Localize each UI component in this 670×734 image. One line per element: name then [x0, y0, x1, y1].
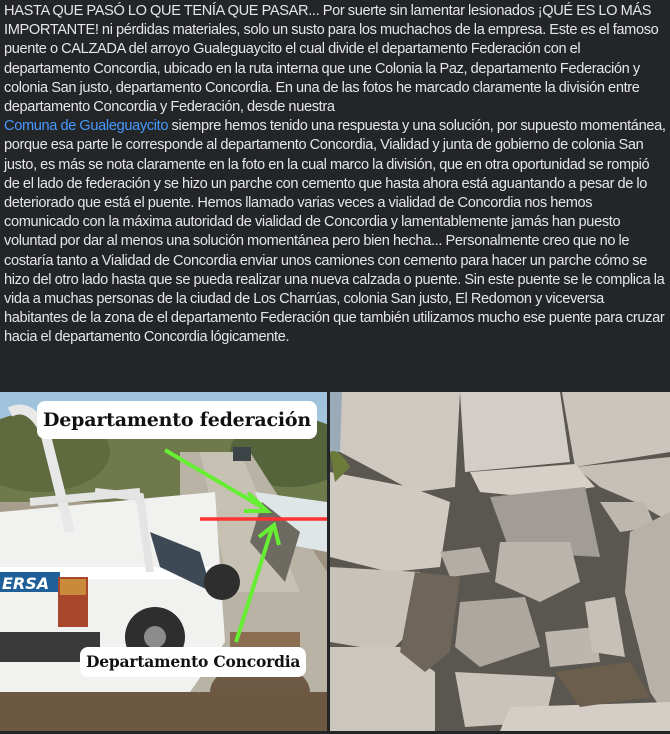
- label-departamento-federacion: Departamento federación: [37, 401, 317, 439]
- post-text-part-1: HASTA QUE PASÓ LO QUE TENÍA QUE PASAR... Por suerte sin lamentar lesionados ¡QUÉ ES LO MÁS IMPORTANTE! ni pérdidas materiales, solo un susto para los muchachos de la empresa. Este es el famoso puente o CALZADA del arroyo Gualeguaycito el cual divide el departamento Federación con el departamento Concordia, ubicado en la ruta interna que une Colonia la Paz, departamento Federación y colonia San justo, departamento Concordia. En una de las fotos he marcado claramente la división entre departamento Concordia y Federación, desde nuestra: [4, 3, 659, 116]
- page-mention-link[interactable]: Comuna de Gualeguaycito: [4, 118, 169, 135]
- cracked-concrete-photo: [330, 392, 670, 731]
- photo-bridge-division[interactable]: [0, 392, 327, 731]
- bridge-truck-photo: [0, 392, 327, 731]
- post-text: [4, 2, 668, 348]
- label-departamento-concordia: Departamento Concordia: [80, 647, 306, 677]
- post-text-part-2: siempre hemos tenido una respuesta y una solución, por supuesto momentánea, porque esa parte le corresponde al departamento Concordia, Vialidad y junta de gobierno de colonia San justo, es más se nota claramente en la foto en la cual marco la división, que en otra oportunidad se rompió de el lado de federación y se hizo un parche con cemento que hasta ahora está aguantando a pesar de lo deteriorado que está el puente. Hemos llamado varias veces a vialidad de Concordia nos hemos comunicado con la máxima autoridad de vialidad de Concordia y lamentablemente jamás han puesto voluntad por dar al menos una solución momentánea pero bien hecha... Personalmente creo que no le costaría tanto a Vialidad de Concordia enviar unos camiones con cemento para hacer un parche cómo se hizo del otro lado hasta que se pueda realizar una nueva calzada o puente. Sin este puente se le complica la vida a muchas personas de la ciudad de Los Charrúas, colonia San justo, El Redomon y viceversa habitantes de la zona de el departamento Federación que también utilizamos mucho ese puente para cruzar hacia el departamento Concordia lógicamente.: [4, 118, 666, 346]
- truck-logo-text: ERSA: [2, 574, 50, 593]
- photo-cracked-slabs[interactable]: [330, 392, 670, 731]
- distant-vehicle: [233, 447, 251, 461]
